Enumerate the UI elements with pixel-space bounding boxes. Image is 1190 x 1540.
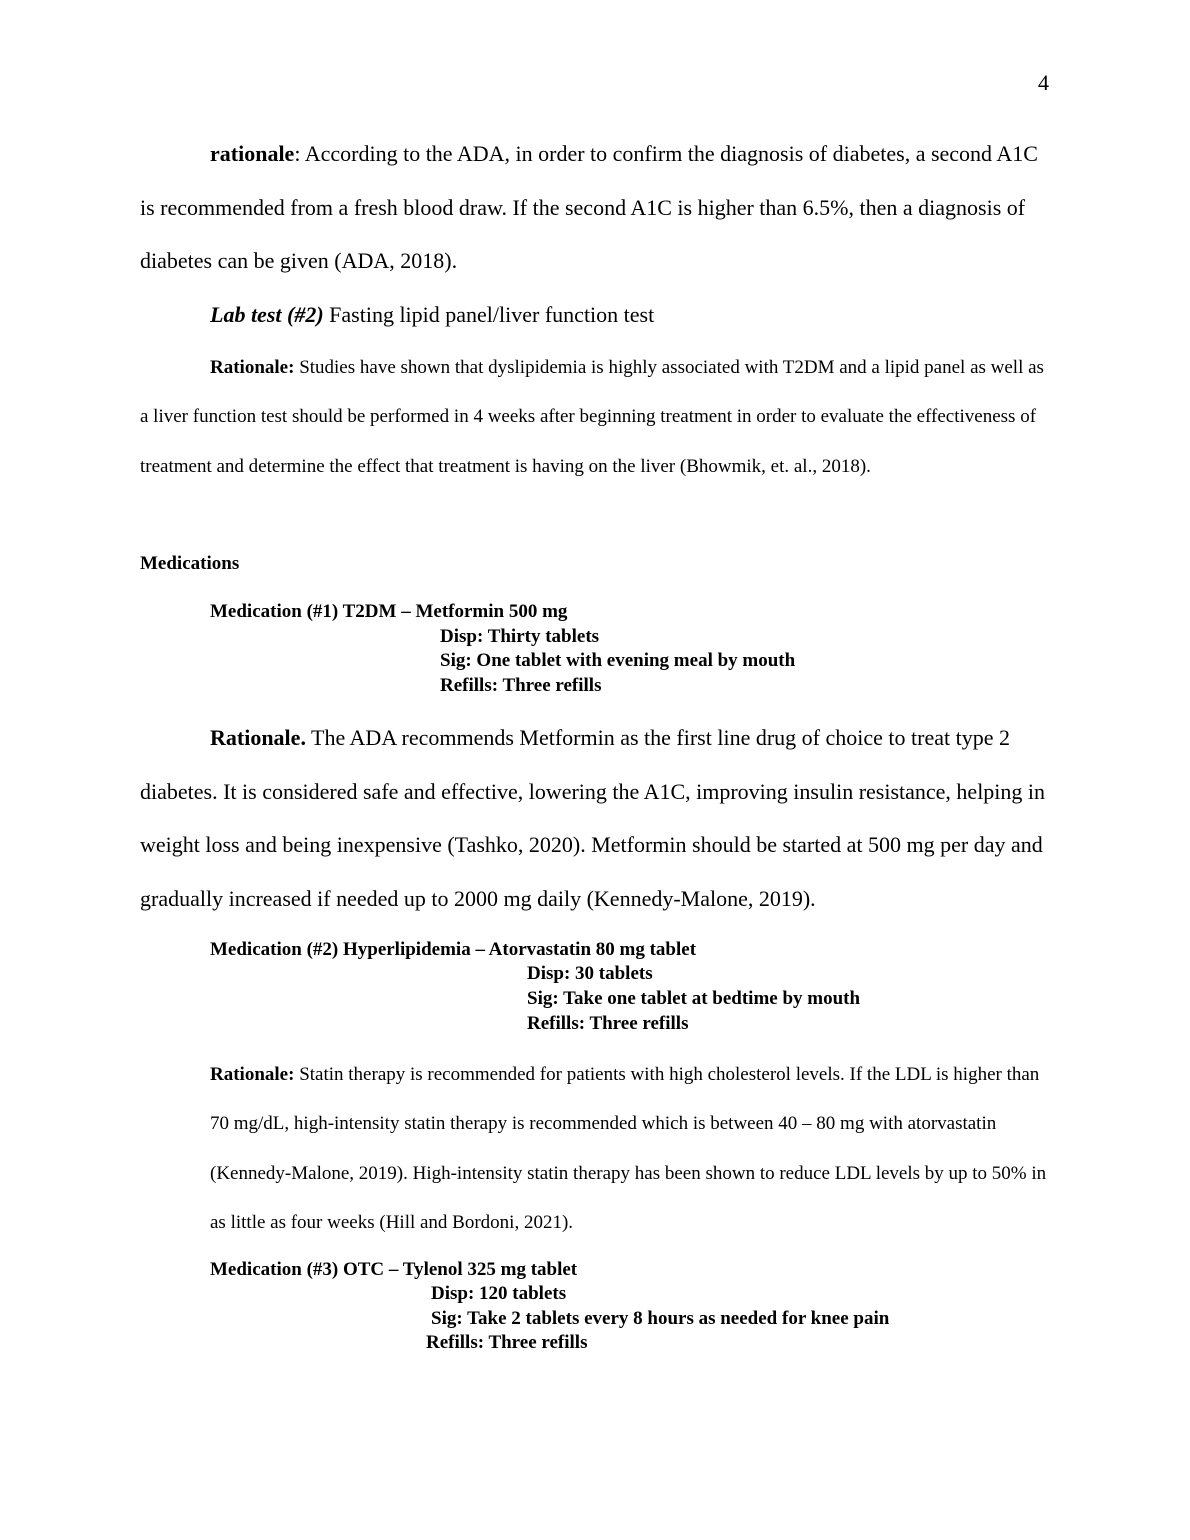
rationale-label: Rationale: (210, 1064, 295, 1085)
medication-2-title: Medication (#2) Hyperlipidemia – Atorvastatin 80 mg tablet (210, 939, 697, 960)
medication-3-disp: Disp: 120 tablets (431, 1283, 567, 1304)
lab-test-2-paragraph (140, 288, 1052, 342)
rationale-label: Rationale: (210, 357, 295, 378)
medication-1-refills: Refills: Three refills (440, 675, 602, 696)
rationale-text: Studies have shown that dyslipidemia is highly associated with T2DM and a lipid panel as well as a liver function test should be performed in 4 weeks after beginning treatment in order to evaluate the effectiveness of treatment and determine the effect that treatment is having on the liver (Bhowmik, et. al., 2018). (140, 357, 1044, 477)
rationale-text: The ADA recommends Metformin as the first line drug of choice to treat type 2 diabetes. It is considered safe and effective, lowering the A1C, improving insulin resistance, helping in weight loss and being inexpensive (Tashko, 2020). Metformin should be started at 500 mg per day and gradually increased if needed up to 2000 mg daily (Kennedy-Malone, 2019). (140, 725, 1046, 912)
medication-3-sig: Sig: Take 2 tablets every 8 hours as needed for knee pain (431, 1308, 890, 1329)
rationale-text: Statin therapy is recommended for patients with high cholesterol levels. If the LDL is higher than 70 mg/dL, high-intensity statin therapy is recommended which is between 40 – 80 mg with atorvastatin (Kennedy-Malone, 2019). High-intensity statin therapy has been shown to reduce LDL levels by up to 50% in as little as four weeks (Hill and Bordoni, 2021). (210, 1064, 1047, 1233)
medication-2-disp: Disp: 30 tablets (527, 963, 653, 984)
rationale-label: rationale (210, 141, 295, 166)
lab-test-label: Lab test (#2) (210, 302, 324, 327)
medication-3-refills: Refills: Three refills (426, 1332, 588, 1353)
lab-test-text: Fasting lipid panel/liver function test (323, 302, 655, 327)
rationale-paragraph-3 (140, 711, 1052, 926)
medication-3-title: Medication (#3) OTC – Tylenol 325 mg tablet (210, 1259, 578, 1280)
rationale-paragraph-2 (140, 343, 1052, 491)
rationale-paragraph-1 (140, 127, 1052, 288)
medication-1-title: Medication (#1) T2DM – Metformin 500 mg (210, 601, 568, 622)
rationale-label: Rationale. (210, 725, 306, 750)
rationale-paragraph-4 (210, 1050, 1056, 1247)
medication-2-refills: Refills: Three refills (527, 1013, 689, 1034)
medication-1-sig: Sig: One tablet with evening meal by mouth (440, 650, 796, 671)
medications-heading: Medications (140, 553, 240, 574)
rationale-text: : According to the ADA, in order to confirm the diagnosis of diabetes, a second A1C is recommended from a fresh blood draw. If the second A1C is higher than 6.5%, then a diagnosis of diabetes can be given (ADA, 2018). (140, 141, 1038, 274)
medication-1-disp: Disp: Thirty tablets (440, 626, 600, 647)
page-number: 4 (1038, 70, 1049, 95)
medication-2-sig: Sig: Take one tablet at bedtime by mouth (527, 988, 861, 1009)
